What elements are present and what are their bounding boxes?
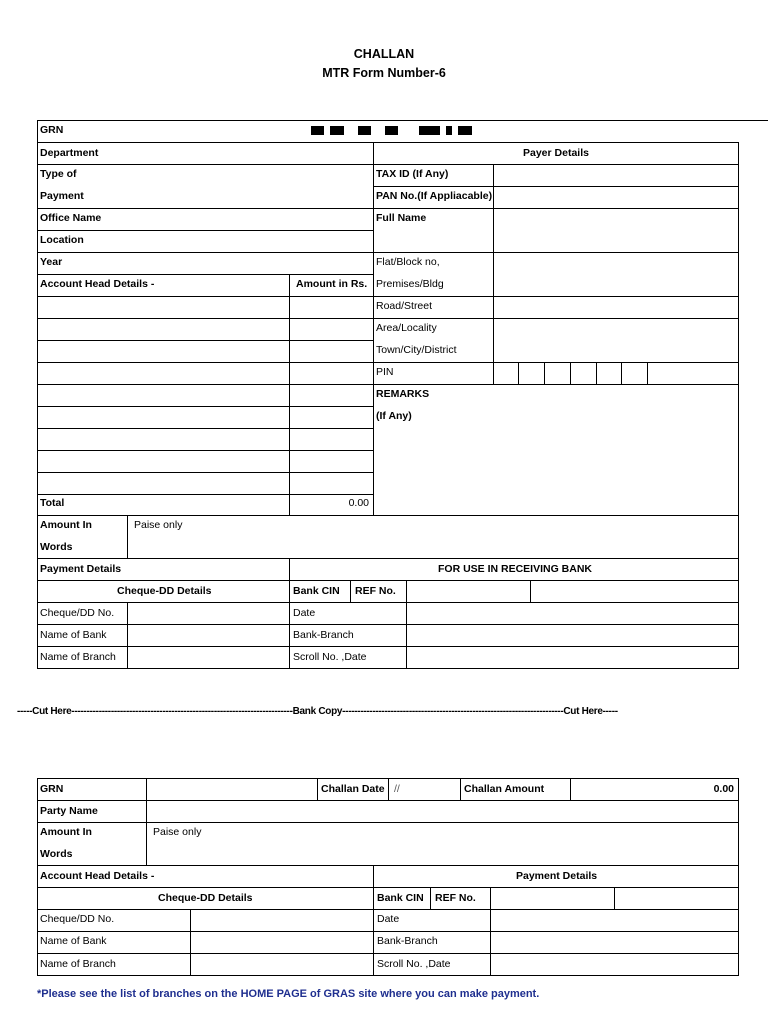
full-name-label: Full Name — [376, 212, 427, 224]
account-head-label: Account Head Details - — [40, 278, 155, 290]
bank-copy-payment-details-heading: Payment Details — [516, 870, 598, 882]
type-of-label: Type of — [40, 168, 77, 180]
cut-here-line: -----Cut Here-------------------------------------------------------------------------Bank Copy-------------------------------------------------------------------------Cut Here----- — [17, 706, 618, 717]
road-street-label: Road/Street — [376, 300, 433, 312]
bank-copy-account-head-label: Account Head Details - — [40, 870, 155, 882]
pan-label: PAN No.(If Appliacable) — [376, 190, 493, 202]
total-label: Total — [40, 497, 65, 509]
remarks-if-any-label: (If Any) — [376, 410, 412, 422]
challan-amount-label: Challan Amount — [464, 783, 545, 795]
total-value: 0.00 — [348, 497, 369, 509]
payment-details-label: Payment Details — [40, 563, 122, 575]
challan-date-value: // — [394, 783, 400, 795]
paise-only-text: Paise only — [134, 519, 183, 531]
flat-block-label: Flat/Block no, — [376, 256, 440, 268]
cheque-dd-details-heading: Cheque-DD Details — [117, 585, 212, 597]
year-label: Year — [40, 256, 63, 268]
office-name-label: Office Name — [40, 212, 102, 224]
amount-in-label: Amount In — [40, 519, 92, 531]
bank-copy-bank-branch-label: Bank-Branch — [377, 935, 438, 947]
payment-label: Payment — [40, 190, 84, 202]
bank-copy-words-label: Words — [40, 848, 73, 860]
name-of-branch-label: Name of Branch — [40, 651, 116, 663]
name-of-bank-label: Name of Bank — [40, 629, 107, 641]
date-label: Date — [293, 607, 316, 619]
bank-copy-cheque-dd-no-label: Cheque/DD No. — [40, 913, 115, 925]
remarks-label: REMARKS — [376, 388, 430, 400]
department-label: Department — [40, 147, 99, 159]
pin-label: PIN — [376, 366, 394, 378]
party-name-label: Party Name — [40, 805, 98, 817]
bank-copy-cheque-dd-heading: Cheque-DD Details — [158, 892, 253, 904]
amount-in-rs-label: Amount in Rs. — [296, 278, 368, 290]
area-locality-label: Area/Locality — [376, 322, 437, 334]
challan-date-label: Challan Date — [321, 783, 385, 795]
form-title: CHALLAN — [353, 47, 415, 61]
bank-copy-name-of-branch-label: Name of Branch — [40, 958, 116, 970]
bank-copy-bank-cin-label: Bank CIN — [377, 892, 424, 904]
town-city-label: Town/City/District — [376, 344, 457, 356]
bank-copy-ref-no-label: REF No. — [435, 892, 476, 904]
bank-copy-grn-label: GRN — [40, 783, 64, 795]
ref-no-label: REF No. — [355, 585, 396, 597]
premises-label: Premises/Bldg — [376, 278, 444, 290]
challan-amount-value: 0.00 — [713, 783, 734, 795]
bank-copy-paise-only-text: Paise only — [153, 826, 202, 838]
bank-copy-amount-in-label: Amount In — [40, 826, 92, 838]
words-label: Words — [40, 541, 73, 553]
bank-copy-scroll-no-label: Scroll No. ,Date — [377, 958, 451, 970]
location-label: Location — [40, 234, 84, 246]
footer-note: *Please see the list of branches on the HOME PAGE of GRAS site where you can make payment. — [37, 988, 540, 1000]
tax-id-label: TAX ID (If Any) — [376, 168, 449, 180]
form-subtitle: MTR Form Number-6 — [322, 66, 446, 80]
cheque-dd-no-label: Cheque/DD No. — [40, 607, 115, 619]
bank-copy-date-label: Date — [377, 913, 400, 925]
bank-copy-name-of-bank-label: Name of Bank — [40, 935, 107, 947]
grn-label: GRN — [40, 124, 64, 136]
scroll-no-date-label: Scroll No. ,Date — [293, 651, 367, 663]
payer-details-heading: Payer Details — [523, 147, 589, 159]
receiving-bank-heading: FOR USE IN RECEIVING BANK — [438, 563, 593, 575]
bank-branch-label: Bank-Branch — [293, 629, 354, 641]
bank-cin-label: Bank CIN — [293, 585, 340, 597]
